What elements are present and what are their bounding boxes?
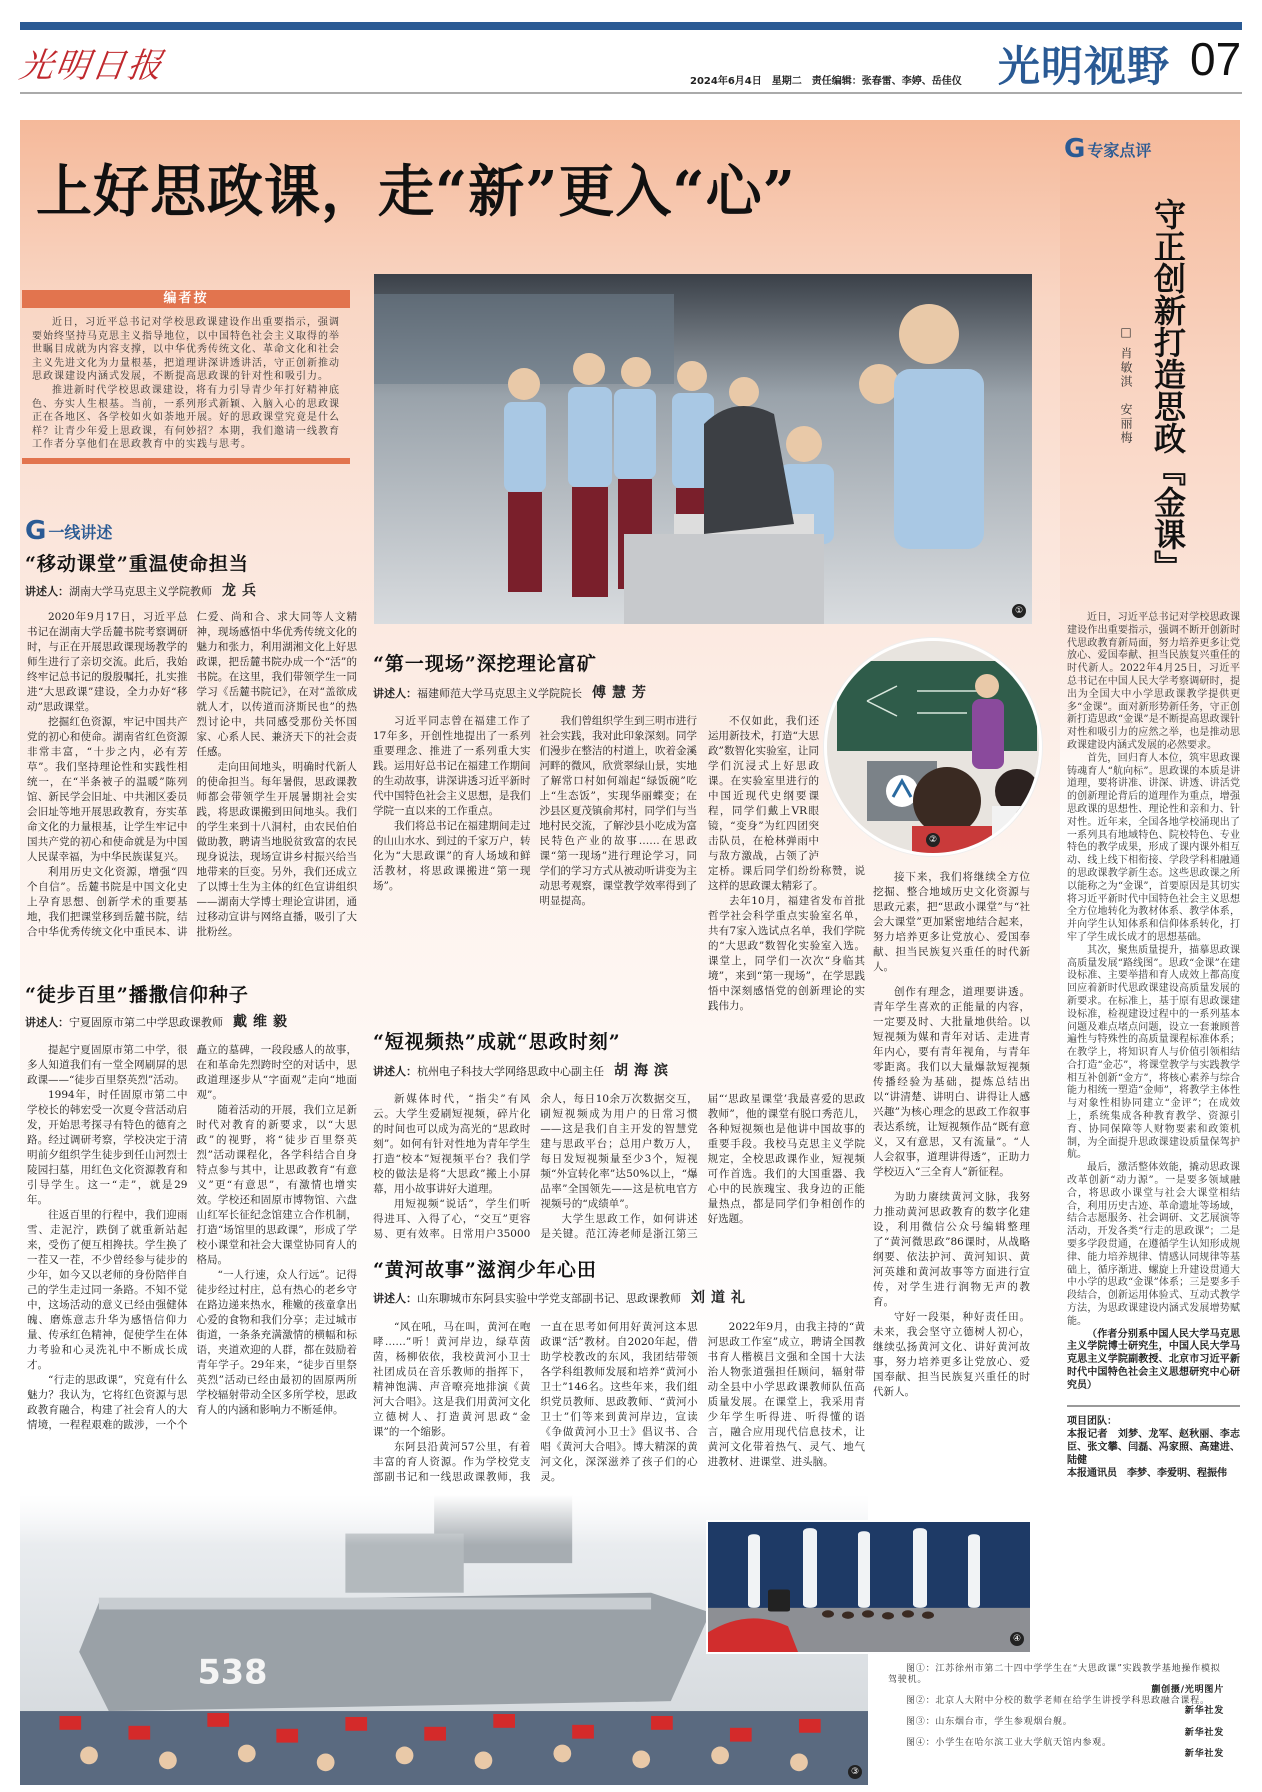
photo-number-badge: ①	[1012, 604, 1026, 618]
caption-text: 图②：北京人大附中分校的数学老师在给学生讲授学科思政融合课程。	[906, 1695, 1210, 1706]
speaker-label: 讲述人：	[25, 585, 69, 598]
speaker-name: 戴维毅	[233, 1014, 293, 1030]
article-title: “徒步百里”播撒信仰种子	[25, 984, 249, 1006]
rubric-label: 专家点评	[1087, 140, 1152, 160]
article-body	[373, 1320, 865, 1485]
rubric-frontline	[25, 518, 112, 544]
article-body	[27, 610, 357, 940]
paragraph: 提起宁夏固原市第二中学，很多人知道我们有一堂全网刷屏的思政课——“徒步百里祭英烈”活动。	[27, 1044, 188, 1086]
expert-body	[1067, 612, 1240, 1329]
newspaper-logo: 光明日报	[16, 46, 167, 86]
paragraph: 最后，激活整体效能，撬动思政课改革创新“动力源”。一是要多领域融合，将思政小课堂与社会大课堂相结合，利用历史古迹、革命遗址等场域，结合志愿服务、社会调研、文艺展演等活动，开发各类“行走的思政课”；二是要多学段贯通，在遵循学生认知形成规律、能力培养规律、情感认同规律等基础上，循序渐进、螺旋上升建设贯通大中小学的思政“金课”体系；三是要多手段结合，创新运用体验式、互动式教学方法，为思政课建设内涵式发展增势赋能。	[1067, 1162, 1240, 1327]
caption	[888, 1717, 1224, 1738]
paragraph: 创作有理念，道理要讲透。青年学生喜欢的正能量的内容，一定要及时、大批量地供给。以短视频为媒和青年对话、走进青年内心，要有青年视角，与青年零距离。我们以大量爆款短视频传播经验为基础，提炼总结出以“讲清楚、讲明白、讲得让人感兴趣”为核心理念的思政工作叙事表达系统，让短视频作品“既有意义，又有意思，又有流量”。“人人会叙事，道理讲得透”，正助力学校迈入“三全育人”新征程。	[873, 986, 1030, 1178]
article-title: “第一现场”深挖理论富矿	[373, 653, 597, 675]
paragraph: 用短视频“说话”，学生们听得进耳、入得了心，“交互”更容易、更有效率。日常用户35000余人，每日10余万次数据交互，刷短视频成为用户的日常习惯——这是我们自主开发的智慧党建与思政平台；总用户数万人，每日发短视频量至少3个，短视频“外宣转化率”达50%以上，“爆品率”全国领先——这是杭电官方视频号的“成绩单”。	[373, 1093, 698, 1240]
editor-note-rule	[22, 458, 350, 464]
paragraph: 走向田间地头，明确时代新人的使命担当。每年暑假，思政课教师都会带领学生开展暑期社会实践，将思政课搬到田间地头。我们的学生来到十八洞村，由农民伯伯做助教，聘请当地脱贫致富的农民现身说法，现场宣讲乡村振兴给当地带来的巨变。另外，我们还成立了以博士生为主体的红色宣讲组织——湖南大学博士理论宣讲团，通过移动宣讲与网络直播，吸引了大批粉丝。	[196, 761, 357, 938]
page-headline: 上好思政课，走“新”更入“心”	[36, 159, 796, 225]
photo-number-badge: ③	[848, 1765, 862, 1779]
paragraph: “一人行速，众人行远”。记得徒步经过村庄，总有热心的老乡守在路边递来热水，稚嫩的孩童拿出心爱的食物和我们分享；走过城市街道，一条条充满激情的横幅和标语，夹道欢迎的人群，都在鼓励着青年学子。29年来，“徒步百里祭英烈”活动已经由最初的固原两所学校辐射带动全区多所学校，思政育人的内涵和影响力不断延伸。	[196, 1269, 357, 1416]
article-speaker	[25, 582, 262, 601]
paragraph: 习近平同志曾在福建工作了17年多，开创性地提出了一系列重要理念、推进了一系列重大实践。运用好总书记在福建工作期间的生动故事，讲深讲透习近平新时代中国特色社会主义思想，是我们学院一直以来的工作重点。	[373, 715, 531, 817]
article-body	[27, 1043, 357, 1433]
caption-source: 新华社发	[1184, 1706, 1224, 1717]
paragraph: 我们将总书记在福建期间走过的山山水水、到过的千家万户，转化为“大思政课”的育人场域和鲜活教材，将思政课搬进“第一现场”。	[373, 820, 531, 892]
article-body-continued	[873, 1190, 1030, 1400]
photo-4-image	[708, 1522, 1030, 1652]
speaker-affiliation: 山东聊城市东阿县实验中学党支部副书记、思政课教师	[417, 1292, 681, 1305]
dateline: 2024年6月4日 星期二 责任编辑：张春雷、李婷、岳佳仪	[690, 76, 962, 87]
paragraph: 东阿县沿黄河57公里，有着丰富的育人资源。作为学校党支部副书记和一线思政课教师，我一直在思考如何用好黄河这本思政课“活”教材。自2020年起，借助学校教改的东风，我团结带领各学科组教师发展和培养“黄河小卫士”146名。这些年来，我们组织党员教师、思政教师、“黄河小卫士”们等来到黄河岸边，宣读《争做黄河小卫士》倡议书、合唱《黄河大合唱》。博大精深的黄河文化，深深滋养了孩子们的心灵。	[373, 1321, 698, 1483]
expert-byline: □ 肖敏淇 安丽梅	[1119, 325, 1133, 445]
caption	[888, 1696, 1224, 1717]
paragraph: 首先，回归育人本位，筑牢思政课铸魂育人“航向标”。思政课的本质是讲道理，要将讲准、讲深、讲透、讲活党的创新理论背后的道理作为重点，增强思政课的思想性、理论性和亲和力、针对性。近年来，全国各地学校涌现出了一系列具有地域特色、院校特色、专业特色的教学成果，形成了课内课外相互动、线上线下相衔接、学段学科相融通的思政课教学新生态。这些思政课之所以能称之为“金课”，首要原因是其切实将习近平新时代中国特色社会主义思想全方位地转化为教材体系、教学体系，并向学生认知体系和信仰体系转化，打牢了学生成长成才的思想基础。	[1067, 752, 1240, 943]
paragraph: 为助力赓续黄河文脉，我努力推动黄河思政教育的数字化建设，利用微信公众号编辑整理了“黄河微思政”86课时，从战略纲要、依法护河、黄河知识、黄河英雄和黄河故事等方面进行宣传，对学生进行润物无声的教育。	[873, 1191, 1030, 1308]
article-title: “移动课堂”重温使命担当	[25, 553, 249, 575]
photo-2-image	[827, 641, 1039, 853]
caption-source: 蒯创摄/光明图片	[1151, 1685, 1224, 1696]
speaker-name: 刘道礼	[691, 1290, 751, 1306]
speaker-affiliation: 杭州电子科技大学网络思政中心副主任	[417, 1065, 604, 1078]
speaker-label: 讲述人：	[25, 1016, 69, 1029]
paragraph: 2020年9月17日，习近平总书记在湖南大学岳麓书院考察调研时，与正在开展思政课现场教学的师生进行了亲切交流。此后，我始终牢记总书记的殷殷嘱托，扎实推进“大思政课”建设，全力办好“移动”思政课堂。	[27, 611, 188, 713]
speaker-name: 胡海滨	[614, 1063, 674, 1079]
g-logo-icon: G	[1064, 134, 1086, 164]
expert-commentary	[1067, 612, 1240, 1480]
paragraph: 挖掘红色资源，牢记中国共产党的初心和使命。湖南省红色资源非常丰富，“十步之内，必有芳草”。我们坚持理论性和实践性相统一，在“半条被子的温暖”陈列馆、新民学会旧址、中共湘区委员会旧址等地开展思政教育，夯实革命文化的力量根基，让学生牢记中国共产党的初心和使命就是为中国人民谋幸福，为中华民族谋复兴。	[27, 716, 188, 863]
article-body	[373, 1092, 865, 1242]
photo-1-image	[374, 274, 1032, 624]
paragraph: 我们曾组织学生到三明市进行社会实践，我对此印象深刻。同学们漫步在整洁的村道上，吹着金溪河畔的微风，欣赏翠绿山景，实地了解常口村如何端起“绿饭碗”吃上“生态饭”，实现华丽蝶变；在沙县区夏茂镇俞邦村，同学们与当地村民交流，了解沙县小吃成为富民特色产业的故事……在思政课“第一现场”进行理论学习，同学们的学习方式从被动听讲变为主动思考观察，课堂教学效率得到了明显提高。	[539, 715, 697, 907]
article-speaker	[373, 1289, 751, 1308]
paragraph: 大学生思政工作，如何讲述是关键。范江涛老师是浙江第三届“‘思政星课堂’我最喜爱的思政教师”，他的课堂有脱口秀范儿，各种短视频也是他讲中国故事的重要手段。我校马克思主义学院规定，全校思政课作业，短视频可作首选。我们的大国重器、我心中的民族瑰宝、我身边的正能量热点，都是同学们争相创作的好选题。	[540, 1093, 865, 1240]
rubric-expert	[1064, 136, 1151, 162]
photo-2-math-class	[824, 638, 1042, 856]
speaker-affiliation: 湖南大学马克思主义学院教师	[69, 585, 212, 598]
page-number: 07	[1190, 33, 1242, 85]
paragraph: 守好一段渠，种好责任田。未来，我会坚守立德树人初心，继续弘扬黄河文化、讲好黄河故事，努力培养更多让党放心、爱国奉献、担当民族复兴重任的时代新人。	[873, 1311, 1030, 1398]
project-team	[1067, 1415, 1240, 1480]
article-body-continued	[873, 985, 1030, 1180]
caption-source: 新华社发	[1184, 1727, 1224, 1738]
caption-source: 新华社发	[1184, 1748, 1224, 1759]
photo-1-driving-simulator	[374, 274, 1032, 624]
paragraph: “行走的思政课”，究竟有什么魅力？我认为，它将红色资源与思政教育融合，构建了社会育人的大情境，一程程艰难的跋涉，一个个矗立的墓碑，一段段感人的故事，在和革命先烈跨时空的对话中，思政道理逐步从“字面观”走向“地面观”。	[27, 1044, 357, 1431]
paragraph: 随着活动的开展，我们立足新时代对教育的新要求，以“大思政”的视野，将“徒步百里祭英烈”活动课程化，各学科结合自身特点参与其中，让思政教育“有意义”更“有意思”，有激情也增实效。学校还和固原市博物馆、六盘山红军长征纪念馆建立合作机制，打造“场馆里的思政课”，形成了学校小课堂和社会大课堂协同育人的格局。	[196, 1104, 357, 1266]
paragraph: 去年10月，福建省发布首批哲学社会科学重点实验室名单，共有7家入选试点名单，我们学院的“大思政”数智化实验室入选。课堂上，同学们一次次“身临其境”，来到“第一现场”，在学思践悟中深刻感悟党的创新理论的实践伟力。	[708, 895, 865, 1012]
paragraph: 利用历史文化资源，增强“四个自信”。岳麓书院是中国文化史上孕育思想、创新学术的重要基地，我们把课堂移到岳麓书院，结合中华优秀传统文化中重民本、讲仁爱、尚和合、求大同等人文精神，现场感悟中华优秀传统文化的魅力和张力，利用湖湘文化上好思政课，把岳麓书院办成一个“活”的书院。在这里，我们带领学生一同学习《岳麓书院记》，在对“盖欲成就人才，以传道而济斯民也”的热烈讨论中，共同感受那份关怀国家、心系人民、兼济天下的社会责任感。	[27, 611, 357, 938]
photo-number-badge: ②	[926, 833, 940, 847]
speaker-label: 讲述人：	[373, 1065, 417, 1078]
rubric-label: 一线讲述	[48, 522, 113, 542]
paragraph: 新媒体时代，“指尖”有风云。大学生爱刷短视频，碎片化的时间也可以成为高光的“思政时刻”。如何有针对性地为青年学生打造“校本”短视频平台？我们学校的做法是将“大思政”搬上小屏幕，用小故事讲好大道理。	[373, 1093, 531, 1195]
team-reporters: 本报记者 刘梦、龙军、赵秋丽、李志臣、张文攀、闫磊、冯家照、高建进、陆健	[1067, 1428, 1240, 1466]
paragraph: 不仅如此，我们还运用新技术，打造“大思政”数智化实验室，让同学们沉浸式上好思政课。在实验室里进行的中国近现代史纲要课程，同学们戴上VR眼镜，“变身”为红四团突击队员，在枪林弹雨中与敌方激战，占领了泸定桥。课后同学们纷纷称赞，说这样的思政课太精彩了。	[708, 715, 865, 892]
section-title: 光明视野	[998, 42, 1171, 91]
paragraph: 其次，聚焦质量提升，描摹思政课高质量发展“路线图”。思政“金课”在建设标准、主要举措和育人成效上都高度回应着新时代思政课建设高质量发展的新要求。在标准上，基于原有思政课建设标准，检视建设过程中的一系列基本问题及难点堵点问题，设立一套兼顾普遍性与特殊性的高质量课程标准体系；在教学上，将知识育人与价值引领相结合打造“金芯”，将课堂教学与实践教学相互补创新“金方”，将核心素养与综合能力相统一塑造“金师”，将教学主体性与对象性相协同建立“金评”；在成效上，系统集成各种教育教学、资源引育、协同保障等人财物要素和政策机制，为全面提升思政课建设质量保驾护航。	[1067, 944, 1240, 1161]
caption-text: 图③：山东烟台市，学生参观烟台舰。	[906, 1716, 1073, 1727]
paragraph: 往返百里的行程中，我们迎雨雪、走泥泞，跌倒了就重新站起来，受伤了便互相搀扶。学生换了一茬又一茬，不少曾经参与徒步的少年，如今又以老师的身份陪伴自己的学生走过同一条路。不知不觉中，这场活动的意义已经由强健体魄、磨炼意志升华为感悟信仰力量、传承红色精神，促使学生在体力考验和心灵洗礼中不断成长成才。	[27, 1209, 188, 1371]
paragraph: 1994年，时任固原市第二中学校长的韩宏受一次夏令营活动启发，开始思考探寻有特色的德育之路。经过调研考察，学校决定于清明前夕组织学生徒步到任山河烈士陵园扫墓，用红色文化资源教育和引导学生。这一“走”，就是29年。	[27, 1089, 188, 1206]
paragraph: “风在吼，马在叫，黄河在咆哮……”听！黄河岸边，绿草茵茵，杨柳依依，我校黄河小卫士社团成员在音乐教师的指挥下，精神饱满、声音嘹亮地排演《黄河大合唱》。这是我们用黄河文化立德树人、打造黄河思政“金课”的一个缩影。	[373, 1321, 531, 1438]
hull-number: 538	[197, 1652, 268, 1692]
team-divider	[1067, 1405, 1240, 1407]
g-logo-icon: G	[25, 516, 47, 546]
article-title: “黄河故事”滋润少年心田	[373, 1259, 597, 1281]
photo-number-badge: ④	[1010, 1632, 1024, 1646]
article-speaker	[373, 1062, 674, 1081]
article-body-continued	[873, 870, 1030, 975]
team-correspondents: 本报通讯员 李梦、李爱明、程振伟	[1067, 1467, 1227, 1479]
editor-note-body	[22, 308, 350, 458]
masthead-rule	[20, 22, 1242, 30]
speaker-affiliation: 宁夏固原市第二中学思政课教师	[69, 1016, 223, 1029]
photo-4-space-museum	[706, 1520, 1032, 1654]
caption	[888, 1664, 1224, 1696]
paragraph: 近日，习近平总书记对学校思政课建设作出重要指示，强调不断开创新时代思政教育新局面，努力培养更多让党放心、爱国奉献、担当民族复兴重任的时代新人。2022年4月25日，习近平总书记在中国人民大学考察调研时，提出为全国大中小学思政课教学提供更多“金课”。面对新形势新任务，守正创新打造思政“金课”是不断提高思政课针对性和吸引力的应然之举，也是推动思政课建设内涵式发展的必然要求。	[1067, 612, 1240, 751]
header-divider	[20, 92, 1242, 94]
editor-note	[22, 290, 350, 464]
paragraph: 推进新时代学校思政课建设，将有力引导青少年打好精神底色、夯实人生根基。当前，一系列形式新颖、入脑入心的思政课正在各地区、各学校如火如荼地开展。好的思政课堂究竟是什么样？让青少年爱上思政课，有何妙招？本期，我们邀请一线教育工作者分享他们在思政教育中的实践与思考。	[32, 384, 340, 451]
article-body	[373, 714, 697, 909]
caption	[888, 1738, 1224, 1759]
paragraph: 2022年9月，由我主持的“黄河思政工作室”成立，聘请全国教书育人楷模吕文强和全国十大法治人物张道强担任顾问，辐射带动全县中小学思政课教师队伍高质量发展。在课堂上，我采用青少年学生听得进、听得懂的语言，融合应用现代信息技术，让黄河文化带着热气、灵气、地气进教材、进课堂、进头脑。	[707, 1321, 865, 1468]
speaker-label: 讲述人：	[373, 1292, 417, 1305]
caption-text: 图①：江苏徐州市第二十四中学学生在“大思政课”实践教学基地操作模拟驾驶机。	[888, 1664, 1221, 1685]
paragraph: 接下来，我们将继续全方位挖掘、整合地域历史文化资源与思政元素，把“思政小课堂”与“社会大课堂”更加紧密地结合起来，努力培养更多让党放心、爱国奉献、担当民族复兴重任的时代新人。	[873, 871, 1030, 973]
article-title: “短视频热”成就“思政时刻”	[373, 1031, 621, 1053]
speaker-label: 讲述人：	[373, 687, 417, 700]
paragraph: 近日，习近平总书记对学校思政课建设作出重要指示，强调要始终坚持马克思主义指导地位，以中国特色社会主义取得的举世瞩目成就为内容支撑，以中华优秀传统文化、革命文化和社会主义先进文化为力量根基，把道理讲深讲透讲活，守正创新推动思政课建设内涵式发展，不断提高思政课的针对性和吸引力。	[32, 317, 340, 383]
caption-text: 图④：小学生在哈尔滨工业大学航天馆内参观。	[906, 1738, 1112, 1749]
speaker-affiliation: 福建师范大学马克思主义学院院长	[417, 687, 582, 700]
article-speaker	[373, 684, 652, 703]
expert-title: 守正创新打造思政『金课』	[1149, 198, 1187, 582]
speaker-name: 龙兵	[222, 583, 262, 599]
team-label: 项目团队：	[1067, 1415, 1117, 1427]
article-speaker	[25, 1013, 293, 1032]
photo-captions	[888, 1664, 1224, 1759]
author-credit: （作者分别系中国人民大学马克思主义学院博士研究生，中国人民大学马克思主义学院副教授、北京市习近平新时代中国特色社会主义思想研究中心研究员）	[1067, 1328, 1240, 1391]
editor-note-label: 编者按	[22, 290, 350, 308]
speaker-name: 傅慧芳	[592, 685, 652, 701]
